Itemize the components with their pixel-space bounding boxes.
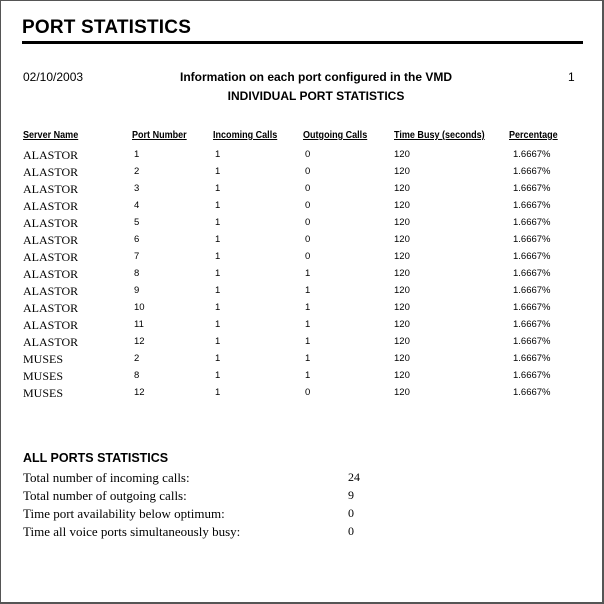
cell-percentage: 1.6667% [513,353,551,364]
header-server-name: Server Name [23,129,79,141]
table-row [1,232,604,249]
cell-incoming-calls: 1 [215,149,221,160]
cell-port-number: 5 [134,217,140,228]
cell-time-busy: 120 [394,370,410,381]
cell-server-name: MUSES [23,352,64,366]
page-number: 1 [568,70,575,84]
report-date: 02/10/2003 [23,70,84,84]
table-row [1,351,604,368]
summary-label: Total number of incoming calls: [23,470,190,485]
cell-port-number: 8 [134,370,140,381]
cell-outgoing-calls: 1 [305,285,311,296]
cell-port-number: 1 [134,149,140,160]
cell-incoming-calls: 1 [215,234,221,245]
summary-row [1,488,604,506]
cell-outgoing-calls: 1 [305,302,311,313]
summary-row [1,506,604,524]
cell-server-name: ALASTOR [23,148,79,162]
cell-time-busy: 120 [394,353,410,364]
cell-port-number: 6 [134,234,140,245]
header-percentage: Percentage [509,129,558,141]
cell-percentage: 1.6667% [513,268,551,279]
header-port-number: Port Number [132,129,187,141]
cell-outgoing-calls: 1 [305,370,311,381]
cell-time-busy: 120 [394,285,410,296]
cell-server-name: ALASTOR [23,216,79,230]
cell-time-busy: 120 [394,234,410,245]
cell-outgoing-calls: 0 [305,234,311,245]
port-table-body [1,147,604,402]
cell-server-name: ALASTOR [23,199,79,213]
table-row [1,317,604,334]
cell-outgoing-calls: 0 [305,387,311,398]
table-row [1,300,604,317]
cell-port-number: 12 [134,336,145,347]
header-time-busy: Time Busy (seconds) [394,129,485,141]
table-row [1,385,604,402]
cell-percentage: 1.6667% [513,166,551,177]
summary-row [1,524,604,542]
cell-outgoing-calls: 0 [305,251,311,262]
table-row [1,198,604,215]
cell-outgoing-calls: 1 [305,336,311,347]
cell-port-number: 7 [134,251,140,262]
summary-label: Total number of outgoing calls: [23,488,187,503]
cell-percentage: 1.6667% [513,302,551,313]
cell-percentage: 1.6667% [513,370,551,381]
table-row [1,147,604,164]
cell-server-name: ALASTOR [23,233,79,247]
cell-outgoing-calls: 1 [305,353,311,364]
summary-value: 0 [348,524,354,538]
cell-time-busy: 120 [394,217,410,228]
cell-incoming-calls: 1 [215,200,221,211]
cell-incoming-calls: 1 [215,302,221,313]
cell-port-number: 11 [134,319,144,330]
cell-incoming-calls: 1 [215,319,221,330]
cell-percentage: 1.6667% [513,217,551,228]
cell-incoming-calls: 1 [215,268,221,279]
cell-incoming-calls: 1 [215,353,221,364]
header-outgoing-calls: Outgoing Calls [303,129,368,141]
summary-label: Time all voice ports simultaneously busy: [23,524,241,539]
cell-port-number: 3 [134,183,140,194]
summary-value: 24 [348,470,360,484]
cell-percentage: 1.6667% [513,200,551,211]
cell-time-busy: 120 [394,336,410,347]
table-row [1,368,604,385]
cell-outgoing-calls: 1 [305,268,311,279]
header-incoming-calls: Incoming Calls [213,129,278,141]
cell-server-name: ALASTOR [23,301,79,315]
cell-time-busy: 120 [394,183,410,194]
cell-outgoing-calls: 0 [305,200,311,211]
cell-time-busy: 120 [394,302,410,313]
cell-server-name: ALASTOR [23,165,79,179]
summary-row [1,470,604,488]
cell-server-name: MUSES [23,369,64,383]
cell-port-number: 12 [134,387,145,398]
cell-outgoing-calls: 0 [305,149,311,160]
cell-incoming-calls: 1 [215,370,221,381]
cell-time-busy: 120 [394,268,410,279]
summary-value: 9 [348,488,354,502]
cell-percentage: 1.6667% [513,285,551,296]
cell-time-busy: 120 [394,319,410,330]
section-title: INDIVIDUAL PORT STATISTICS [227,89,405,103]
cell-port-number: 8 [134,268,140,279]
cell-server-name: ALASTOR [23,284,79,298]
cell-incoming-calls: 1 [215,251,221,262]
table-row [1,283,604,300]
cell-incoming-calls: 1 [215,336,221,347]
table-row [1,181,604,198]
report-subtitle: Information on each port configured in the VMD [180,70,452,84]
table-row [1,164,604,181]
cell-percentage: 1.6667% [513,336,551,347]
cell-port-number: 2 [134,166,140,177]
cell-port-number: 10 [134,302,145,313]
cell-time-busy: 120 [394,149,410,160]
table-row [1,215,604,232]
table-row [1,249,604,266]
table-row [1,334,604,351]
cell-outgoing-calls: 1 [305,319,311,330]
cell-incoming-calls: 1 [215,387,221,398]
cell-port-number: 2 [134,353,140,364]
all-ports-list [1,470,604,542]
cell-percentage: 1.6667% [513,251,551,262]
cell-percentage: 1.6667% [513,183,551,194]
cell-server-name: ALASTOR [23,250,79,264]
cell-percentage: 1.6667% [513,319,551,330]
cell-time-busy: 120 [394,387,410,398]
cell-time-busy: 120 [394,166,410,177]
cell-incoming-calls: 1 [215,285,221,296]
report-title: PORT STATISTICS [22,17,192,38]
all-ports-title: ALL PORTS STATISTICS [23,451,169,465]
cell-incoming-calls: 1 [215,166,221,177]
cell-port-number: 9 [134,285,140,296]
title-rule [22,41,583,44]
summary-label: Time port availability below optimum: [23,506,225,521]
cell-incoming-calls: 1 [215,217,221,228]
cell-port-number: 4 [134,200,140,211]
cell-percentage: 1.6667% [513,149,551,160]
cell-server-name: MUSES [23,386,64,400]
cell-server-name: ALASTOR [23,182,79,196]
cell-percentage: 1.6667% [513,234,551,245]
cell-server-name: ALASTOR [23,267,79,281]
summary-value: 0 [348,506,354,520]
cell-time-busy: 120 [394,200,410,211]
table-row [1,266,604,283]
cell-outgoing-calls: 0 [305,217,311,228]
cell-outgoing-calls: 0 [305,166,311,177]
cell-server-name: ALASTOR [23,335,79,349]
cell-time-busy: 120 [394,251,410,262]
cell-incoming-calls: 1 [215,183,221,194]
cell-percentage: 1.6667% [513,387,551,398]
cell-server-name: ALASTOR [23,318,79,332]
cell-outgoing-calls: 0 [305,183,311,194]
